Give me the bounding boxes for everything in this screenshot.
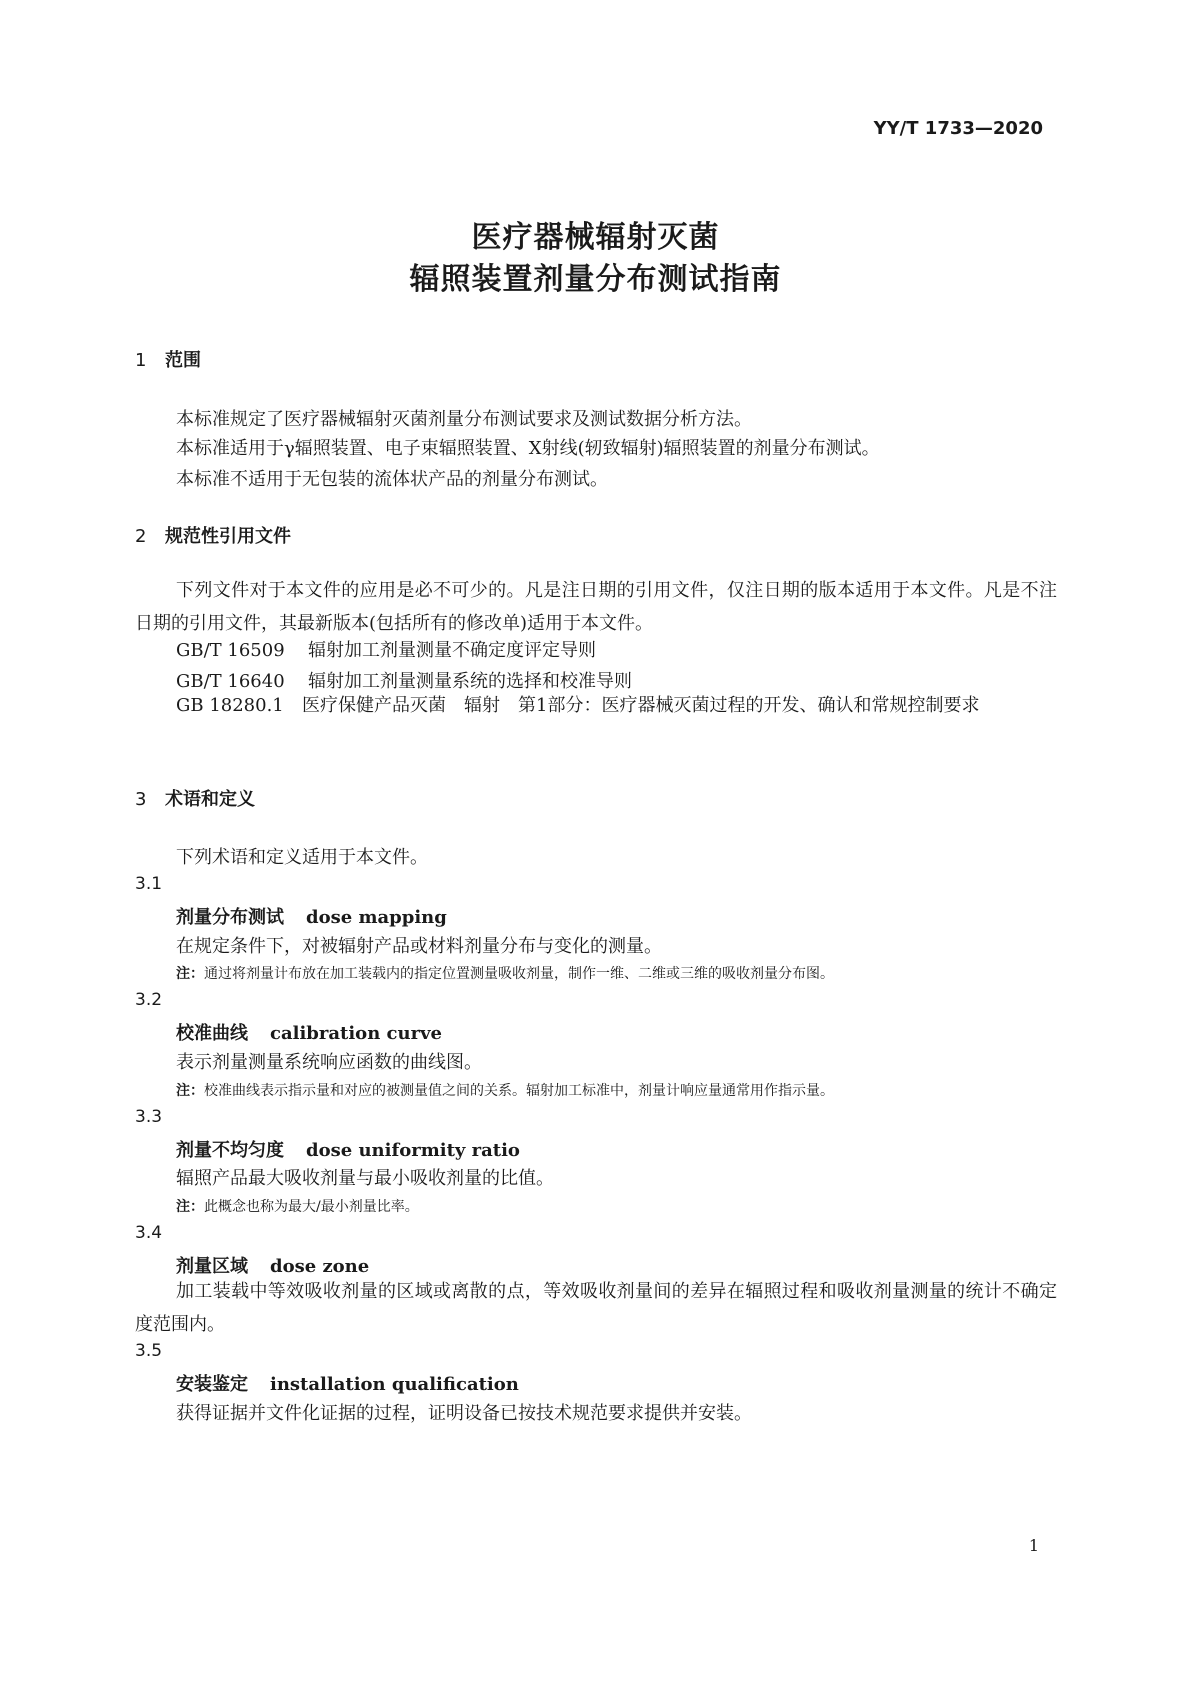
note-text: 通过将剂量计布放在加工装载内的指定位置测量吸收剂量，制作一维、二维或三维的吸收剂量分布图。: [204, 966, 834, 982]
section-3-number: 3: [135, 789, 147, 810]
term-en: dose mapping: [306, 907, 447, 928]
scope-paragraph-3: 本标准不适用于无包装的流体状产品的剂量分布测试。: [176, 469, 608, 490]
term-definition: 获得证据并文件化证据的过程，证明设备已按技术规范要求提供并安装。: [176, 1403, 752, 1424]
reference-code: GB 18280.1: [176, 695, 284, 716]
note-text: 此概念也称为最大/最小剂量比率。: [204, 1199, 419, 1215]
reference-title: 医疗保健产品灭菌 辐射 第1部分：医疗器械灭菌过程的开发、确认和常规控制要求: [302, 695, 980, 716]
term-definition: 加工装载中等效吸收剂量的区域或离散的点，等效吸收剂量间的差异在辐照过程和吸收剂量测量的统计不确定度范围内。: [135, 1281, 1057, 1335]
section-1-heading: [135, 346, 201, 372]
term-heading: [176, 1370, 519, 1396]
reference-title: 辐射加工剂量测量系统的选择和校准导则: [308, 671, 632, 692]
section-3-heading: [135, 785, 255, 811]
term-heading: [176, 1136, 520, 1162]
term-zh: 剂量分布测试: [176, 907, 284, 928]
term-en: installation qualification: [270, 1374, 519, 1395]
term-zh: 安装鉴定: [176, 1374, 248, 1395]
term-en: dose zone: [270, 1256, 370, 1277]
note-label: 注：: [176, 966, 204, 982]
term-number: 3.5: [135, 1341, 163, 1361]
term-zh: 校准曲线: [176, 1023, 248, 1044]
term-en: calibration curve: [270, 1023, 442, 1044]
note-text: 校准曲线表示指示量和对应的被测量值之间的关系。辐射加工标准中，剂量计响应量通常用作指示量。: [204, 1083, 834, 1099]
reference-item: [176, 636, 596, 662]
references-intro: 下列文件对于本文件的应用是必不可少的。凡是注日期的引用文件，仅注日期的版本适用于本文件。凡是不注日期的引用文件，其最新版本(包括所有的修改单)适用于本文件。: [135, 580, 1057, 634]
term-note: [176, 963, 834, 983]
term-note: [176, 1196, 419, 1216]
scope-paragraph-1: 本标准规定了医疗器械辐射灭菌剂量分布测试要求及测试数据分析方法。: [176, 409, 752, 430]
term-en: dose uniformity ratio: [306, 1140, 520, 1161]
note-label: 注：: [176, 1199, 204, 1215]
term-number: 3.3: [135, 1107, 163, 1127]
section-2-number: 2: [135, 526, 147, 547]
term-note: [176, 1080, 834, 1100]
standard-number: YY/T 1733—2020: [873, 118, 1043, 139]
term-definition: 在规定条件下，对被辐射产品或材料剂量分布与变化的测量。: [176, 936, 662, 957]
terms-intro: 下列术语和定义适用于本文件。: [176, 847, 428, 868]
section-2-heading: [135, 522, 291, 548]
term-zh: 剂量区域: [176, 1256, 248, 1277]
section-1-number: 1: [135, 350, 147, 371]
page-number: 1: [1028, 1536, 1039, 1555]
title-line-1: 医疗器械辐射灭菌: [471, 220, 720, 255]
title-line-2: 辐照装置剂量分布测试指南: [409, 262, 782, 297]
section-3-title: 术语和定义: [165, 789, 255, 810]
term-number: 3.1: [135, 874, 163, 894]
note-label: 注：: [176, 1083, 204, 1099]
reference-title: 辐射加工剂量测量不确定度评定导则: [308, 640, 596, 661]
term-definition: 表示剂量测量系统响应函数的曲线图。: [176, 1052, 482, 1073]
term-number: 3.4: [135, 1223, 163, 1243]
reference-code: GB/T 16509: [176, 640, 285, 661]
reference-code: GB/T 16640: [176, 671, 285, 692]
section-2-title: 规范性引用文件: [165, 526, 291, 547]
term-definition: 辐照产品最大吸收剂量与最小吸收剂量的比值。: [176, 1168, 554, 1189]
term-heading: [176, 1019, 442, 1045]
term-heading: [176, 903, 447, 929]
term-zh: 剂量不均匀度: [176, 1140, 284, 1161]
scope-paragraph-2: 本标准适用于γ辐照装置、电子束辐照装置、X射线(轫致辐射)辐照装置的剂量分布测试。: [176, 438, 880, 459]
term-number: 3.2: [135, 990, 163, 1010]
section-1-title: 范围: [165, 350, 201, 371]
reference-item: [135, 689, 1057, 722]
